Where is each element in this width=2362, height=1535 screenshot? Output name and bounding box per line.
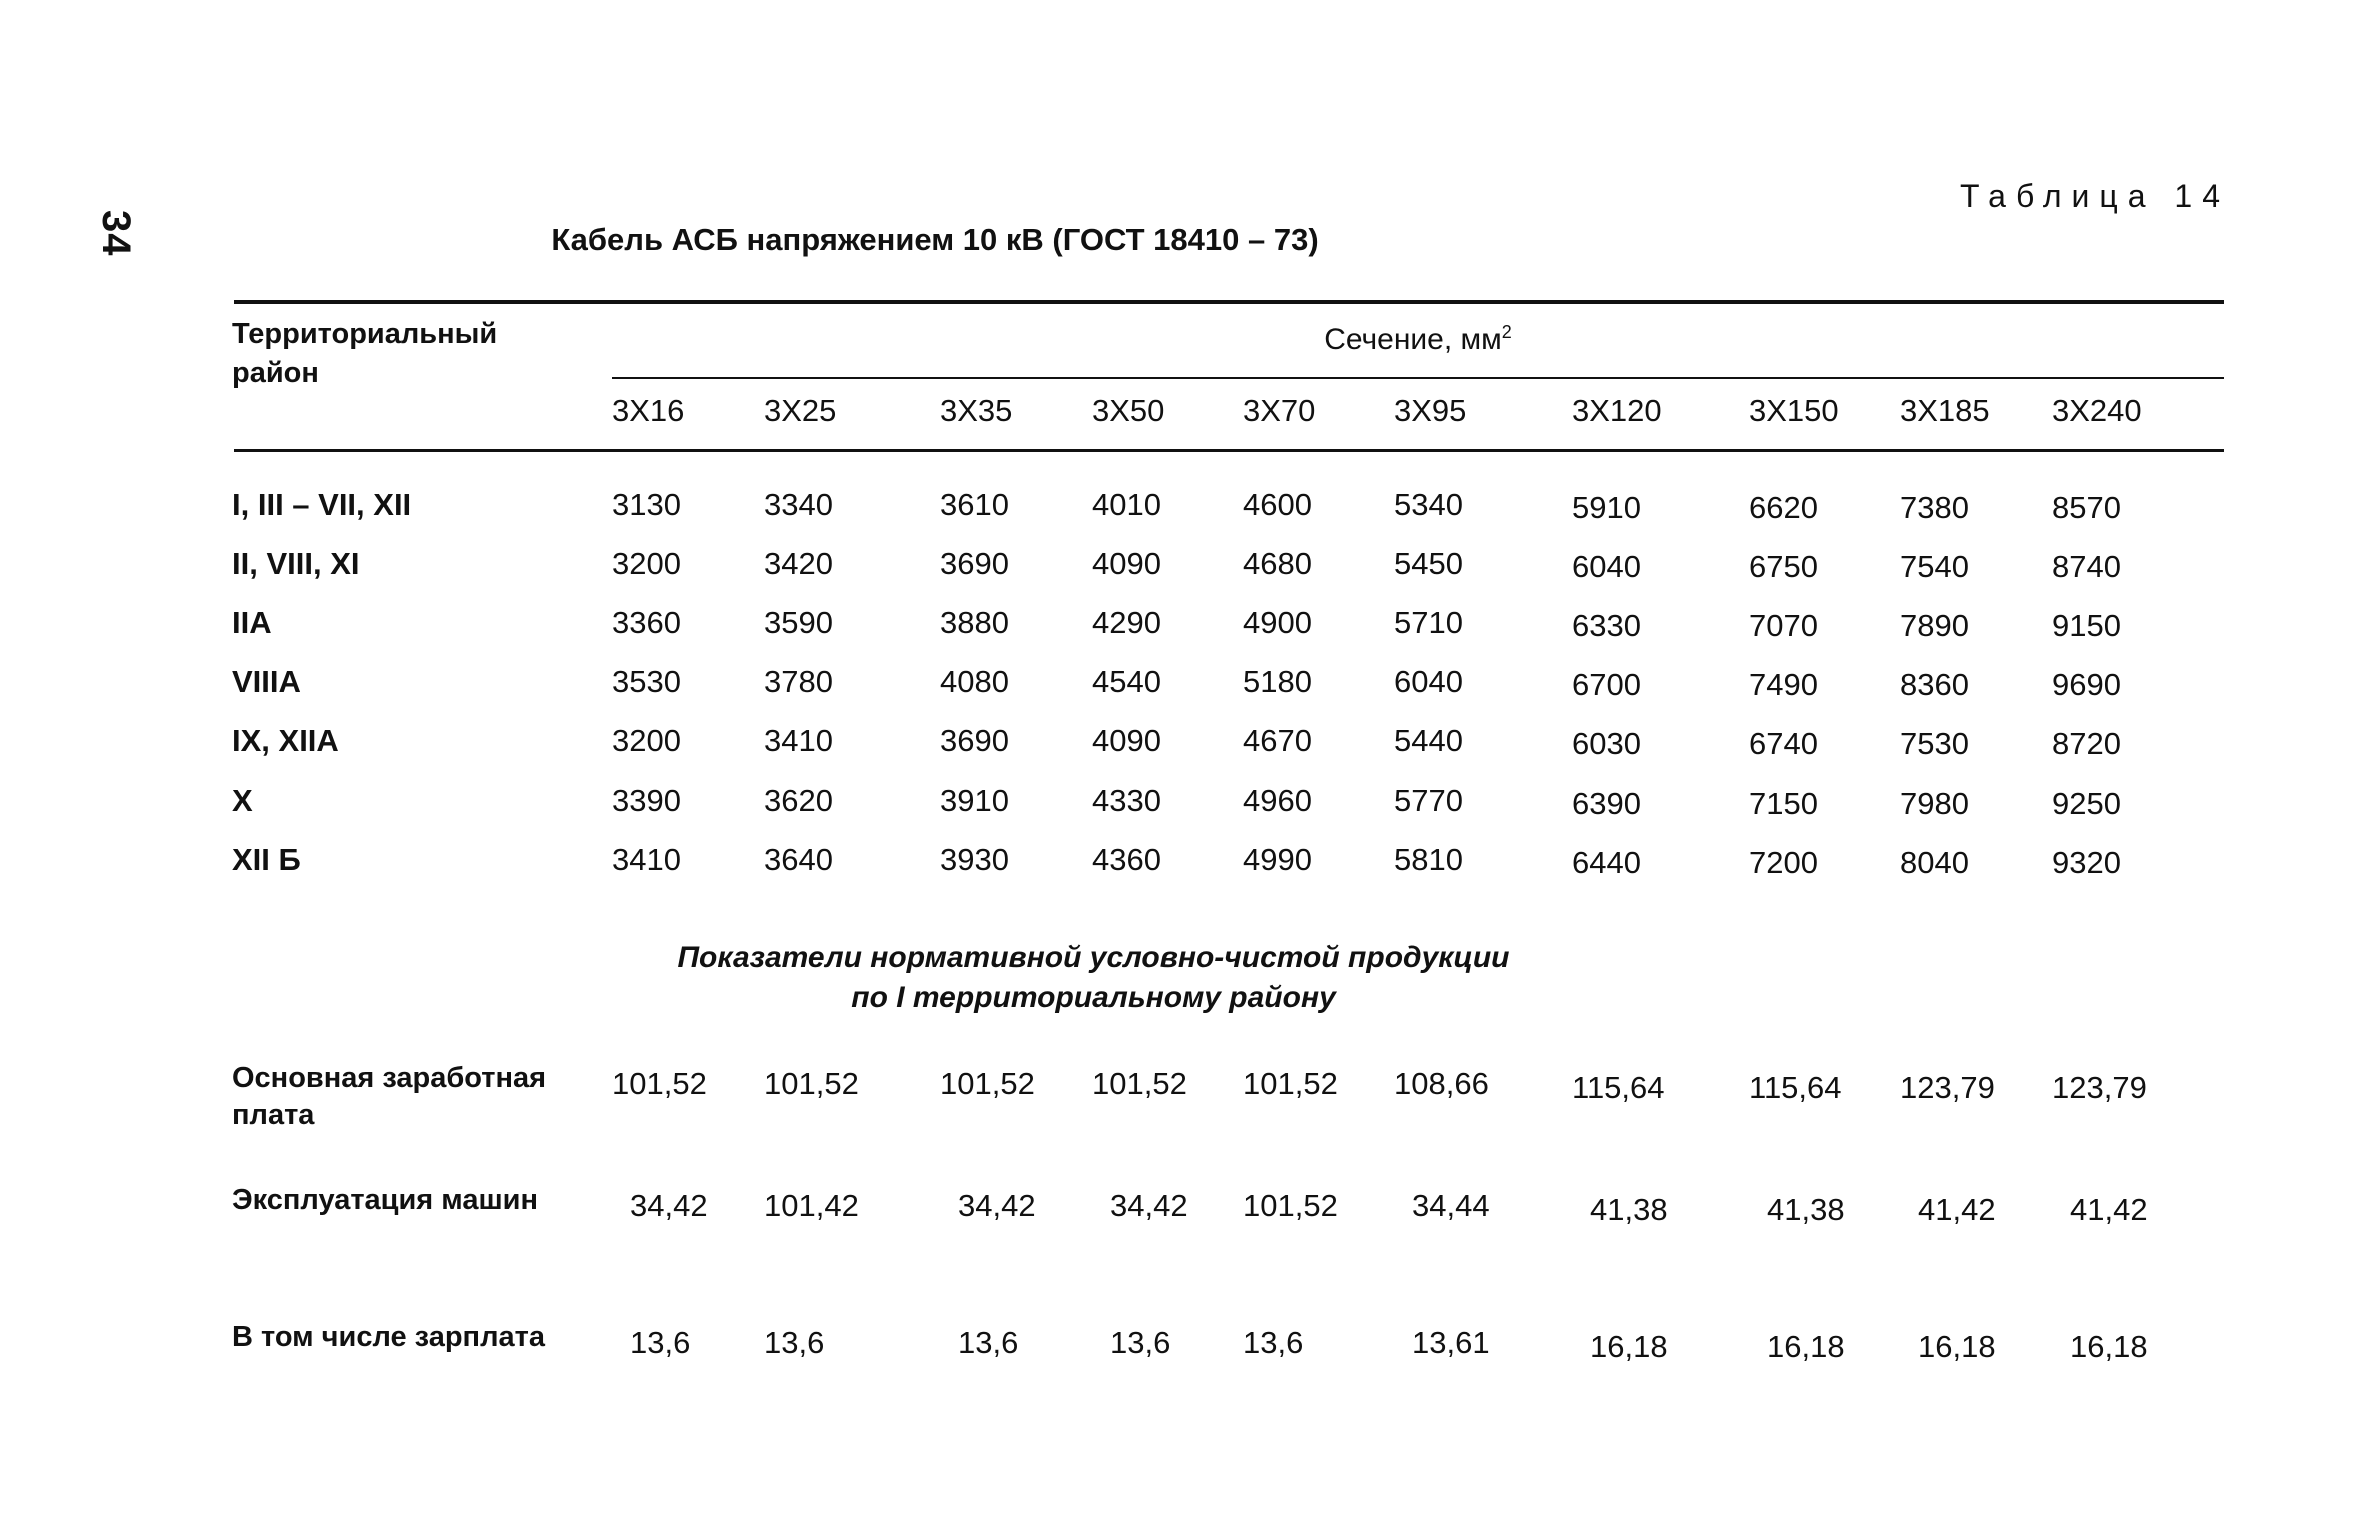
table-cell: 3360 <box>612 605 681 640</box>
table-cell: 4290 <box>1092 605 1161 640</box>
indicator-label-line2: плата <box>232 1099 315 1131</box>
indicator-cell: 101,52 <box>1243 1066 1338 1101</box>
indicator-cell: 101,42 <box>764 1188 859 1223</box>
region-column-header <box>232 315 562 393</box>
table-cell: 7980 <box>1900 786 1969 821</box>
table-cell: 4680 <box>1243 546 1312 581</box>
table-cell: 8740 <box>2052 549 2121 584</box>
indicator-cell: 34,42 <box>1110 1188 1188 1223</box>
table-cell: 9250 <box>2052 786 2121 821</box>
table-cell: 3620 <box>764 783 833 818</box>
table-cell: 4360 <box>1092 842 1161 877</box>
table-cell: 4010 <box>1092 487 1161 522</box>
section-column-group-header <box>612 322 2224 357</box>
indicator-cell: 13,6 <box>1110 1325 1171 1360</box>
table-cell: 3880 <box>940 605 1009 640</box>
indicator-cell: 101,52 <box>764 1066 859 1101</box>
table-cell: 3610 <box>940 487 1009 522</box>
table-cell: 3130 <box>612 487 681 522</box>
table-cell: 9150 <box>2052 608 2121 643</box>
indicator-label <box>232 1182 592 1219</box>
table-cell: 3200 <box>612 546 681 581</box>
section-header-rule <box>612 377 2224 379</box>
indicator-cell: 16,18 <box>2070 1329 2148 1364</box>
table-cell: 5810 <box>1394 842 1463 877</box>
row-label: II, VIII, XI <box>232 546 360 581</box>
table-cell: 6440 <box>1572 845 1641 880</box>
table-cell: 4330 <box>1092 783 1161 818</box>
table-cell: 7540 <box>1900 549 1969 584</box>
table-cell: 4900 <box>1243 605 1312 640</box>
column-header: 3Х240 <box>2052 393 2142 428</box>
region-header-line2: район <box>232 357 319 389</box>
table-cell: 3420 <box>764 546 833 581</box>
table-cell: 7890 <box>1900 608 1969 643</box>
table-title: Кабель АСБ напряжением 10 кВ (ГОСТ 18410 – 73) <box>551 222 1319 257</box>
indicators-caption <box>0 938 2362 1018</box>
table-cell: 5910 <box>1572 490 1641 525</box>
table-cell: 4600 <box>1243 487 1312 522</box>
table-cell: 8570 <box>2052 490 2121 525</box>
row-label: XII Б <box>232 842 301 877</box>
section-header-sup: 2 <box>1501 322 1512 342</box>
table-cell: 3640 <box>764 842 833 877</box>
table-cell: 3690 <box>940 546 1009 581</box>
indicator-cell: 101,52 <box>1243 1188 1338 1223</box>
table-cell: 5770 <box>1394 783 1463 818</box>
indicator-cell: 41,38 <box>1590 1192 1668 1227</box>
indicator-cell: 13,6 <box>958 1325 1019 1360</box>
section-header-label: Сечение, мм <box>1324 323 1502 356</box>
indicator-cell: 13,6 <box>1243 1325 1304 1360</box>
column-header: 3Х50 <box>1092 393 1165 428</box>
indicator-cell: 123,79 <box>1900 1070 1995 1105</box>
indicator-cell: 101,52 <box>1092 1066 1187 1101</box>
table-cell: 6040 <box>1394 664 1463 699</box>
table-cell: 3200 <box>612 723 681 758</box>
table-cell: 7530 <box>1900 726 1969 761</box>
column-header: 3Х120 <box>1572 393 1662 428</box>
table-cell: 8040 <box>1900 845 1969 880</box>
table-cell: 6040 <box>1572 549 1641 584</box>
column-header: 3Х70 <box>1243 393 1316 428</box>
indicator-cell: 13,6 <box>630 1325 691 1360</box>
indicator-label-line1: Основная заработная <box>232 1062 547 1094</box>
table-label: Таблица 14 <box>1960 178 2230 214</box>
indicator-cell: 108,66 <box>1394 1066 1489 1101</box>
indicator-cell: 16,18 <box>1590 1329 1668 1364</box>
column-header: 3Х25 <box>764 393 837 428</box>
indicator-cell: 16,18 <box>1767 1329 1845 1364</box>
table-cell: 7150 <box>1749 786 1818 821</box>
table-cell: 7200 <box>1749 845 1818 880</box>
row-label: IX, XIIA <box>232 723 339 758</box>
table-cell: 9320 <box>2052 845 2121 880</box>
indicator-label-line1: Эксплуатация машин <box>232 1184 539 1216</box>
table-cell: 7070 <box>1749 608 1818 643</box>
table-cell: 8360 <box>1900 667 1969 702</box>
indicator-cell: 13,6 <box>764 1325 825 1360</box>
indicator-cell: 115,64 <box>1572 1070 1665 1105</box>
table-cell: 3390 <box>612 783 681 818</box>
table-cell: 6750 <box>1749 549 1818 584</box>
table-cell: 4960 <box>1243 783 1312 818</box>
table-cell: 3780 <box>764 664 833 699</box>
table-cell: 6740 <box>1749 726 1818 761</box>
indicator-cell: 41,38 <box>1767 1192 1845 1227</box>
table-cell: 4090 <box>1092 723 1161 758</box>
row-label: IIA <box>232 605 272 640</box>
table-cell: 4080 <box>940 664 1009 699</box>
indicator-cell: 34,42 <box>958 1188 1036 1223</box>
column-header: 3Х185 <box>1900 393 1990 428</box>
table-cell: 3590 <box>764 605 833 640</box>
indicator-label <box>232 1060 592 1134</box>
table-cell: 3690 <box>940 723 1009 758</box>
table-cell: 6700 <box>1572 667 1641 702</box>
table-cell: 3340 <box>764 487 833 522</box>
table-cell: 6330 <box>1572 608 1641 643</box>
column-header: 3Х95 <box>1394 393 1467 428</box>
column-header: 3Х16 <box>612 393 685 428</box>
indicator-cell: 34,44 <box>1412 1188 1490 1223</box>
indicators-caption-line1: Показатели нормативной условно-чистой продукции <box>677 941 1510 974</box>
table-top-rule <box>234 300 2224 304</box>
table-cell: 3930 <box>940 842 1009 877</box>
table-cell: 3410 <box>612 842 681 877</box>
row-label: X <box>232 783 253 818</box>
column-header: 3Х35 <box>940 393 1013 428</box>
table-cell: 6030 <box>1572 726 1641 761</box>
table-cell: 5180 <box>1243 664 1312 699</box>
indicator-cell: 115,64 <box>1749 1070 1842 1105</box>
indicator-cell: 101,52 <box>940 1066 1035 1101</box>
table-cell: 3530 <box>612 664 681 699</box>
table-cell: 5710 <box>1394 605 1463 640</box>
indicator-label <box>232 1319 592 1356</box>
table-cell: 4090 <box>1092 546 1161 581</box>
table-cell: 9690 <box>2052 667 2121 702</box>
table-cell: 3910 <box>940 783 1009 818</box>
column-header: 3Х150 <box>1749 393 1839 428</box>
table-cell: 6390 <box>1572 786 1641 821</box>
table-cell: 5440 <box>1394 723 1463 758</box>
indicator-cell: 13,61 <box>1412 1325 1490 1360</box>
page-number: 34 <box>94 210 138 257</box>
table-cell: 3410 <box>764 723 833 758</box>
row-label: I, III – VII, XII <box>232 487 412 522</box>
indicator-cell: 123,79 <box>2052 1070 2147 1105</box>
table-cell: 4670 <box>1243 723 1312 758</box>
table-cell: 5340 <box>1394 487 1463 522</box>
indicator-cell: 41,42 <box>1918 1192 1996 1227</box>
table-cell: 8720 <box>2052 726 2121 761</box>
table-cell: 4990 <box>1243 842 1312 877</box>
indicator-label-line1: В том числе зарплата <box>232 1321 545 1353</box>
indicator-cell: 41,42 <box>2070 1192 2148 1227</box>
indicator-cell: 101,52 <box>612 1066 707 1101</box>
row-label: VIIIA <box>232 664 301 699</box>
table-cell: 7380 <box>1900 490 1969 525</box>
indicators-caption-line2: по I территориальному району <box>851 981 1336 1014</box>
indicator-cell: 16,18 <box>1918 1329 1996 1364</box>
indicator-cell: 34,42 <box>630 1188 708 1223</box>
region-header-line1: Территориальный <box>232 318 498 350</box>
header-bottom-rule <box>234 449 2224 452</box>
table-cell: 7490 <box>1749 667 1818 702</box>
table-cell: 6620 <box>1749 490 1818 525</box>
table-cell: 4540 <box>1092 664 1161 699</box>
table-cell: 5450 <box>1394 546 1463 581</box>
